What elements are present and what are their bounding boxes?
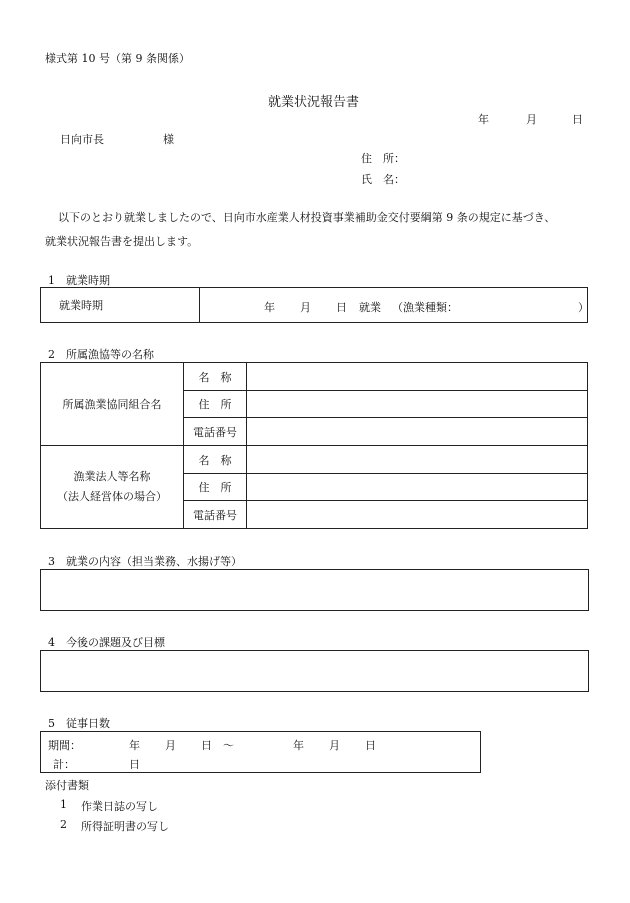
corporation-label-cell [41, 446, 184, 529]
form-number: 様式第 10 号（第 9 条関係） [45, 52, 190, 65]
address-label: 住 所： [361, 152, 405, 165]
addressee-name: 日向市長 [60, 133, 104, 146]
intro-line-1: 以下のとおり就業しましたので、日向市水産業人材投資事業補助金交付要綱第 9 条の規定に基づき、 [58, 211, 556, 224]
corp-phone-label: 電話番号 [184, 501, 247, 529]
date-year-label: 年 [478, 113, 489, 126]
employment-status: 就業 [359, 301, 381, 314]
corporation-label-line2: （法人経営体の場合） [57, 490, 167, 503]
name-label: 氏 名： [361, 173, 405, 186]
addressee-honorific: 様 [163, 133, 174, 146]
fishing-type-close: ） [578, 301, 589, 314]
coop-name-field[interactable] [247, 363, 588, 391]
start-day: 日 [201, 739, 212, 752]
coop-address-field[interactable] [247, 391, 588, 418]
cooperative-label-cell [41, 363, 184, 446]
cooperative-table [40, 362, 588, 529]
fishing-type-label: （漁業種類： [392, 301, 458, 314]
intro-line-2: 就業状況報告書を提出します。 [45, 235, 199, 248]
attachment-text-1: 作業日誌の写し [81, 800, 158, 813]
corporation-label-line1: 漁業法人等名称 [73, 470, 151, 483]
attachment-text-2: 所得証明書の写し [81, 820, 169, 833]
attachment-num-2: 2 [60, 818, 67, 831]
coop-phone-field[interactable] [247, 418, 588, 446]
end-month: 月 [329, 739, 340, 752]
tilde: ～ [223, 739, 234, 752]
employment-month: 月 [300, 301, 311, 314]
page-title: 就業状況報告書 [268, 95, 360, 110]
section3-heading: 3 就業の内容（担当業務、水揚げ等） [48, 555, 242, 568]
section1-heading: 1 就業時期 [48, 274, 110, 287]
cooperative-label: 所属漁業協同組合名 [62, 398, 162, 411]
total-label: 計： [53, 758, 75, 771]
goals-box[interactable] [40, 650, 589, 692]
coop-address-label: 住 所 [184, 391, 247, 418]
date-month-label: 月 [526, 113, 537, 126]
total-unit: 日 [129, 758, 140, 771]
section4-heading: 4 今後の課題及び目標 [48, 636, 165, 649]
work-content-box[interactable] [40, 569, 589, 611]
start-month: 月 [165, 739, 176, 752]
corp-phone-field[interactable] [247, 501, 588, 529]
section5-heading: 5 従事日数 [48, 717, 110, 730]
employment-period-table [40, 287, 588, 323]
employment-period-label-cell [41, 288, 200, 323]
coop-name-label: 名 称 [184, 363, 247, 391]
date-day-label: 日 [572, 113, 583, 126]
start-year: 年 [129, 739, 140, 752]
corp-name-label: 名 称 [184, 446, 247, 474]
section2-heading: 2 所属漁協等の名称 [48, 348, 154, 361]
coop-phone-label: 電話番号 [184, 418, 247, 446]
end-year: 年 [293, 739, 304, 752]
attachment-num-1: 1 [60, 798, 67, 811]
employment-period-value-cell[interactable] [200, 288, 588, 323]
corp-address-field[interactable] [247, 474, 588, 501]
employment-period-label: 就業時期 [59, 299, 103, 312]
attachments-heading: 添付書類 [45, 779, 89, 792]
employment-year: 年 [264, 301, 275, 314]
period-label: 期間： [48, 739, 81, 752]
corp-name-field[interactable] [247, 446, 588, 474]
corp-address-label: 住 所 [184, 474, 247, 501]
end-day: 日 [365, 739, 376, 752]
employment-day: 日 [336, 301, 347, 314]
working-days-box[interactable] [40, 731, 481, 773]
